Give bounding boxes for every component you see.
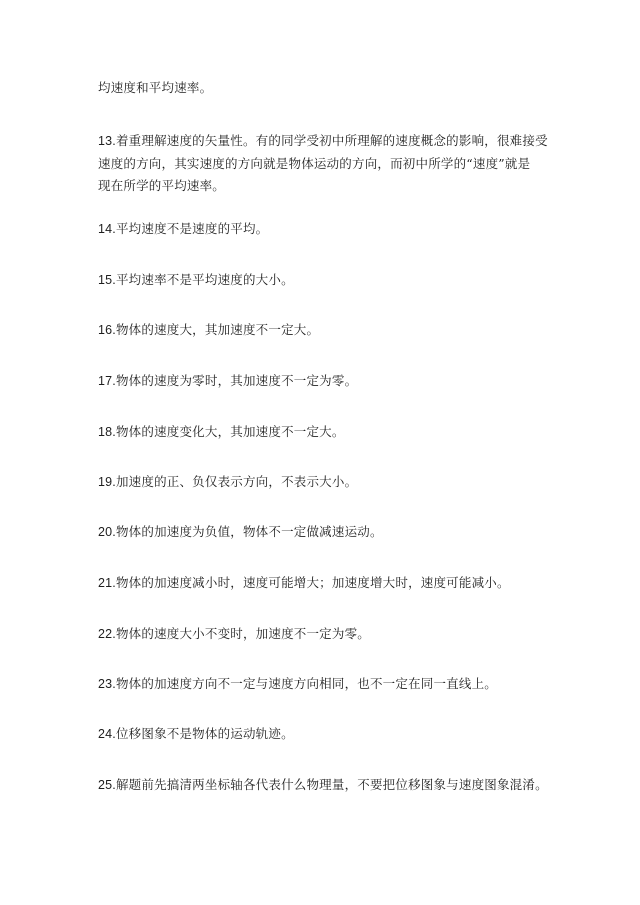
item-17 — [98, 373, 357, 389]
item-18-text: 物体的速度变化大，其加速度不一定大。 — [115, 424, 345, 439]
item-24-number: 24. — [98, 727, 116, 741]
item-13-line-2 — [98, 156, 530, 172]
item-22 — [98, 626, 370, 642]
item-16-number: 16. — [98, 323, 116, 337]
item-13-number: 13. — [98, 134, 116, 148]
intro-line — [98, 80, 212, 96]
item-18-number: 18. — [98, 425, 116, 439]
intro-text: 均速度和平均速率。 — [98, 80, 213, 95]
item-17-text: 物体的速度为零时，其加速度不一定为零。 — [115, 373, 358, 388]
item-19-text: 加速度的正、负仅表示方向，不表示大小。 — [115, 474, 358, 489]
item-15-text: 平均速率不是平均速度的大小。 — [115, 272, 294, 287]
item-13-line-1 — [98, 133, 548, 149]
item-20 — [98, 524, 383, 540]
item-25-text: 解题前先搞清两坐标轴各代表什么物理量，不要把位移图象与速度图象混淆。 — [115, 777, 548, 792]
item-23 — [98, 676, 497, 692]
item-13-text-3: 现在所学的平均速率。 — [98, 178, 226, 193]
item-23-number: 23. — [98, 677, 116, 691]
item-18 — [98, 424, 345, 440]
item-22-number: 22. — [98, 627, 116, 641]
item-25-number: 25. — [98, 778, 116, 792]
item-22-text: 物体的速度大小不变时，加速度不一定为零。 — [115, 626, 370, 641]
item-24-text: 位移图象不是物体的运动轨迹。 — [115, 726, 294, 741]
item-19-number: 19. — [98, 475, 116, 489]
item-13-text-2: 速度的方向，其实速度的方向就是物体运动的方向，而初中所学的“速度”就是 — [98, 156, 531, 171]
item-16 — [98, 322, 319, 338]
item-21-text: 物体的加速度减小时，速度可能增大；加速度增大时，速度可能减小。 — [115, 575, 510, 590]
item-25 — [98, 777, 548, 793]
item-20-number: 20. — [98, 525, 116, 539]
item-14-text: 平均速度不是速度的平均。 — [115, 221, 269, 236]
item-14-number: 14. — [98, 222, 116, 236]
item-19 — [98, 474, 357, 490]
item-14 — [98, 221, 268, 237]
item-20-text: 物体的加速度为负值，物体不一定做减速运动。 — [115, 524, 383, 539]
item-16-text: 物体的速度大，其加速度不一定大。 — [115, 322, 320, 337]
item-13-text-1: 着重理解速度的矢量性。有的同学受初中所理解的速度概念的影响，很难接受 — [115, 133, 548, 148]
item-17-number: 17. — [98, 374, 116, 388]
item-23-text: 物体的加速度方向不一定与速度方向相同，也不一定在同一直线上。 — [115, 676, 497, 691]
item-15-number: 15. — [98, 273, 116, 287]
item-21 — [98, 575, 510, 591]
item-24 — [98, 726, 294, 742]
item-21-number: 21. — [98, 576, 116, 590]
item-13-line-3 — [98, 178, 225, 194]
item-15 — [98, 272, 294, 288]
